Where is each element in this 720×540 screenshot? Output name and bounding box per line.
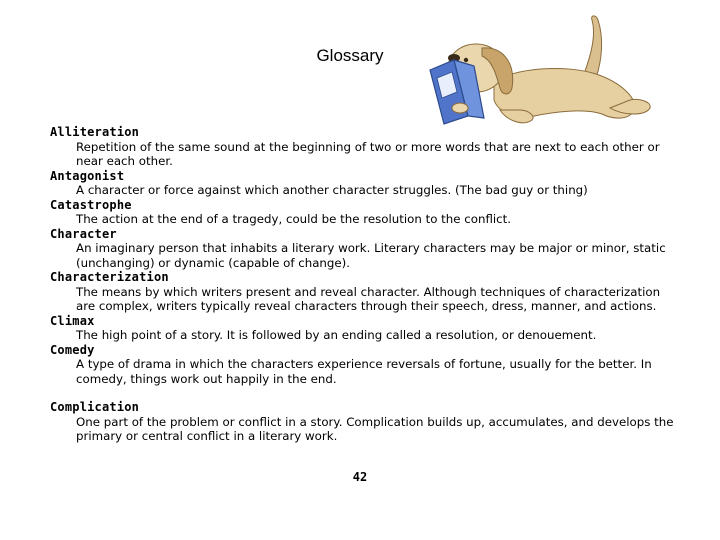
glossary-entry-character [50,227,675,271]
term-catastrophe: Catastrophe [50,197,132,212]
page-number: 42 [352,470,368,484]
term-alliteration: Alliteration [50,125,140,139]
term-characterization: Characterization [50,270,169,284]
dog-reading-book-icon [424,12,660,136]
term-complication: Complication [50,400,140,414]
glossary-entry-characterization [50,270,675,314]
glossary-entry-climax [50,314,675,343]
spacer [50,386,675,400]
glossary-entry-complication [50,400,675,444]
glossary-list [50,125,675,444]
glossary-entry-catastrophe [50,198,675,227]
definition-characterization: The means by which writers present and reveal character. Although techniques of characterization are complex, writers typically reveal characters through their speech, dress, manner, and actions. [76,284,661,313]
glossary-entry-comedy [50,343,675,387]
definition-alliteration: Repetition of the same sound at the beginning of two or more words that are next to each other or near each other. [76,139,660,168]
definition-climax: The high point of a story. It is followed by an ending called a resolution, or denouement. [76,328,597,342]
definition-complication: One part of the problem or conflict in a story. Complication builds up, accumulates, and develops the primary or central conflict in a literary work. [76,414,674,443]
definition-catastrophe: The action at the end of a tragedy, could be the resolution to the conflict. [76,212,512,226]
term-climax: Climax [50,313,95,328]
glossary-entry-alliteration [50,125,675,169]
term-character: Character [50,226,117,241]
definition-character: An imaginary person that inhabits a literary work. Literary characters may be major or minor, static (unchanging) or dynamic (capable of change). [76,241,666,270]
definition-antagonist: A character or force against which another character struggles. (The bad guy or thing) [76,183,588,197]
definition-comedy: A type of drama in which the characters experience reversals of fortune, usually for the better. In comedy, things work out happily in the end. [76,357,652,386]
term-comedy: Comedy [50,342,95,357]
term-antagonist: Antagonist [50,168,125,183]
page-title: Glossary [316,46,384,65]
glossary-entry-antagonist [50,169,675,198]
